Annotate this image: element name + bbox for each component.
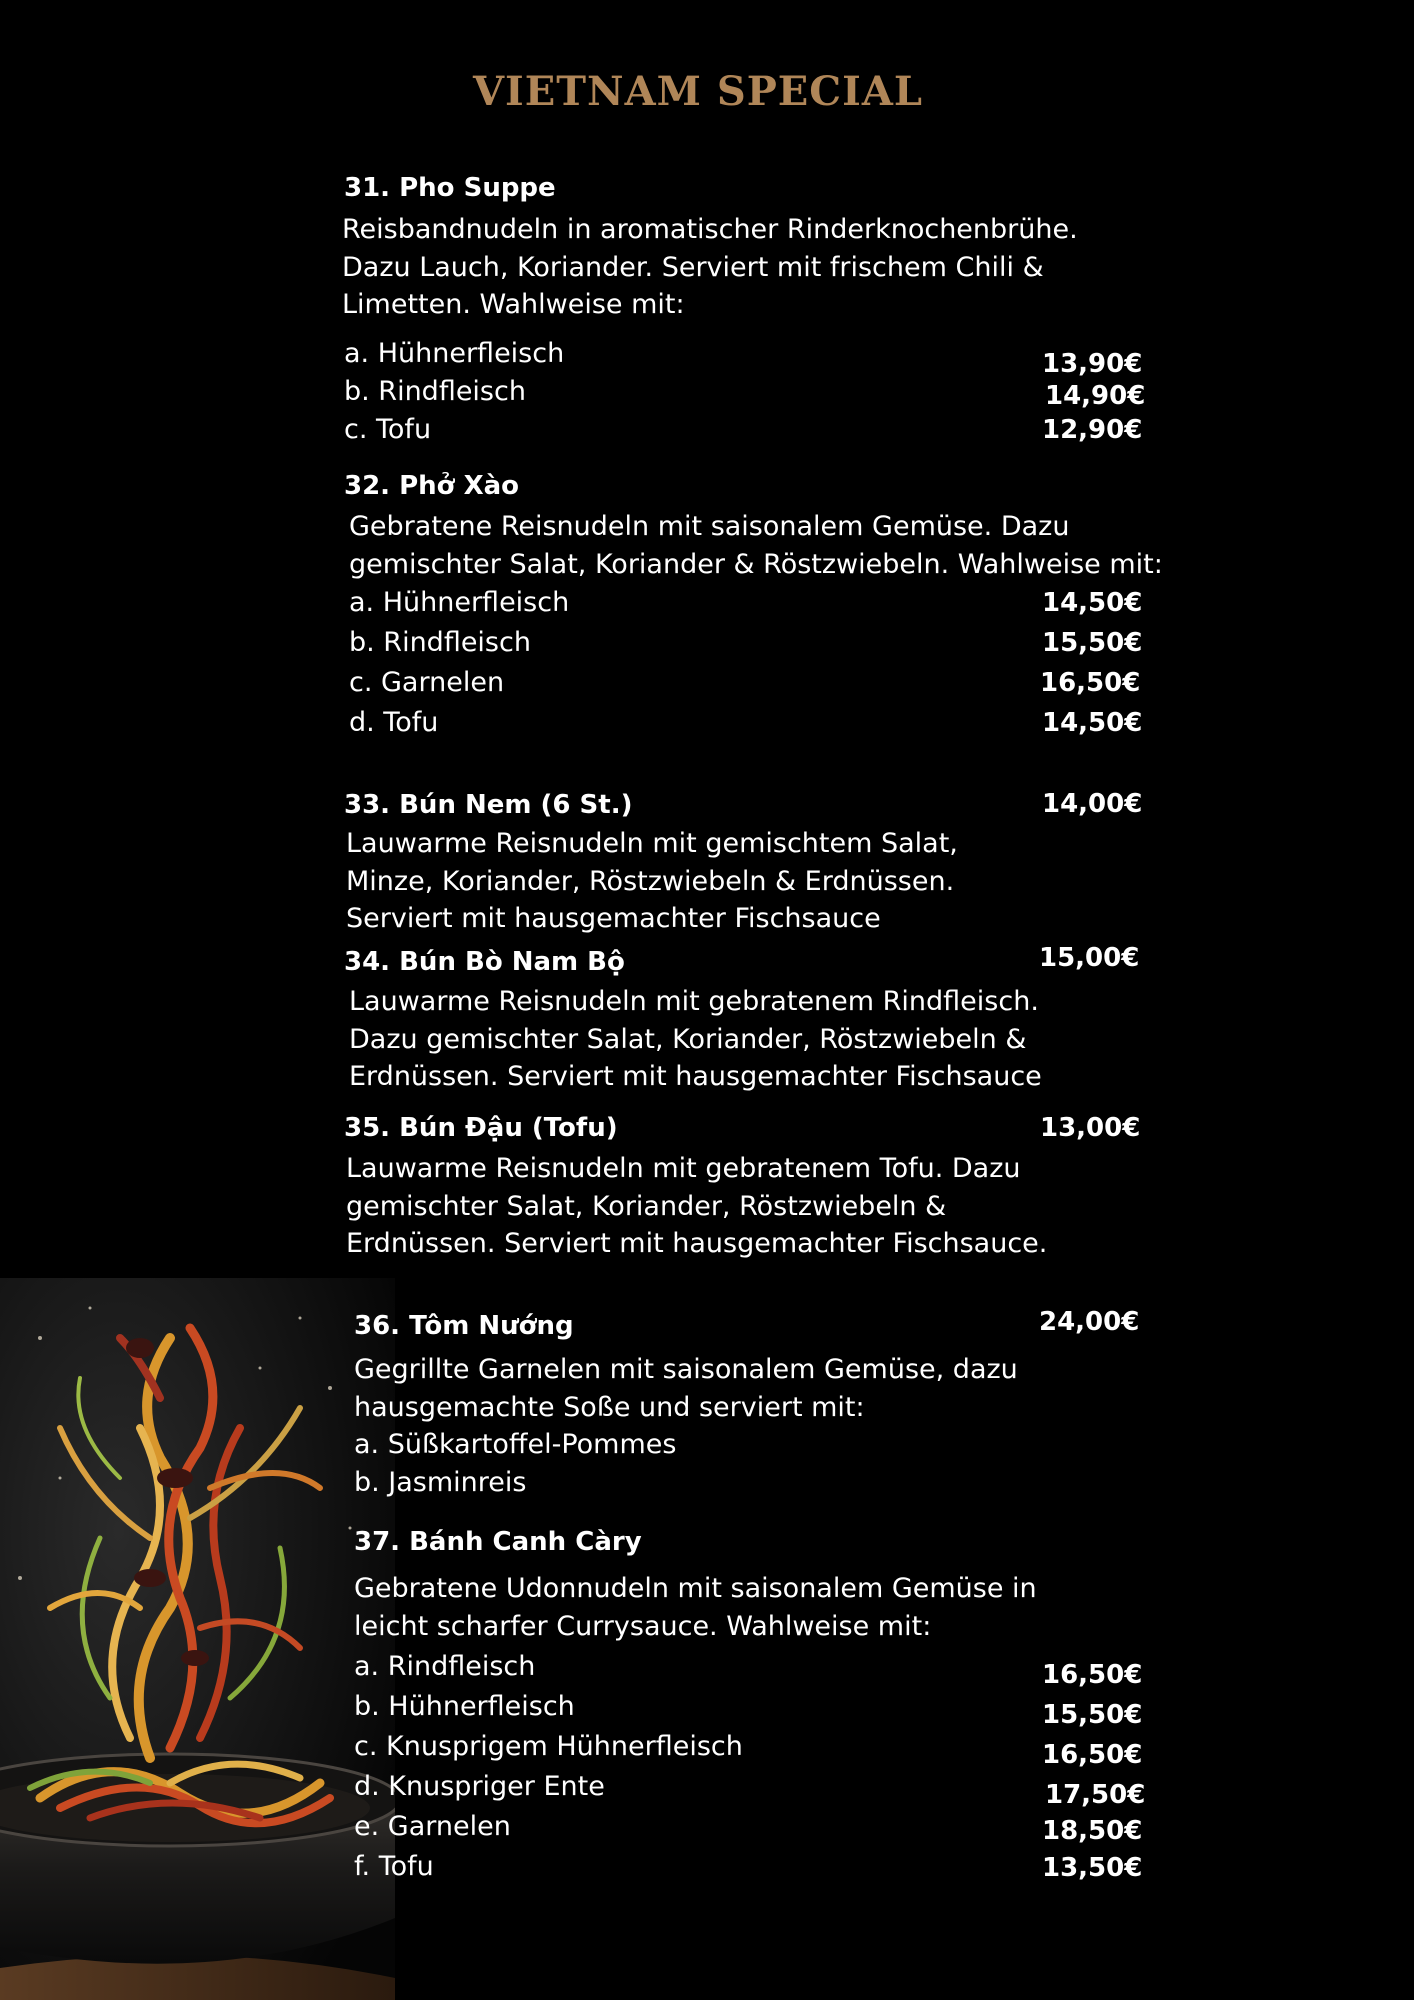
option-label: f. Tofu	[354, 1851, 434, 1882]
item-description: Reisbandnudeln in aromatischer Rinderknochenbrühe. Dazu Lauch, Koriander. Serviert mit frischem Chili & Limetten. Wahlweise mit:	[342, 214, 1078, 320]
menu-title: VIETNAM SPECIAL	[473, 68, 923, 115]
option-price: 14,50€	[1042, 588, 1143, 618]
option-label: c. Garnelen	[349, 667, 505, 698]
option-price: 13,90€	[1042, 349, 1143, 379]
option-label: a. Rindfleisch	[354, 1651, 536, 1682]
option-label: c. Tofu	[344, 414, 432, 445]
option-price: 14,90€	[1045, 381, 1146, 411]
item-price: 13,00€	[1040, 1113, 1141, 1143]
option-price: 17,50€	[1045, 1780, 1146, 1810]
option-price: 16,50€	[1042, 1740, 1143, 1770]
item-description: Gebratene Udonnudeln mit saisonalem Gemüse in leicht scharfer Currysauce. Wahlweise mit:	[354, 1573, 1037, 1642]
option-price: 18,50€	[1042, 1816, 1143, 1846]
option-label: b. Jasminreis	[354, 1467, 527, 1498]
option-price: 12,90€	[1042, 415, 1143, 445]
option-label: e. Garnelen	[354, 1811, 511, 1842]
item-name: 32. Phở Xào	[344, 471, 520, 501]
item-name: 37. Bánh Canh Càry	[354, 1527, 642, 1557]
item-description: Lauwarme Reisnudeln mit gebratenem Tofu. Dazu gemischter Salat, Koriander, Röstzwiebeln & Erdnüssen. Serviert mit hausgemachter Fischsauce.	[346, 1153, 1048, 1259]
item-description: Gebratene Reisnudeln mit saisonalem Gemüse. Dazu gemischter Salat, Koriander & Röstzwiebeln. Wahlweise mit:	[349, 511, 1163, 580]
item-description: Lauwarme Reisnudeln mit gebratenem Rindfleisch. Dazu gemischter Salat, Koriander, Röstzwiebeln & Erdnüssen. Serviert mit hausgemachter Fischsauce	[349, 986, 1042, 1092]
option-label: a. Hühnerfleisch	[349, 587, 570, 618]
option-price: 16,50€	[1042, 1660, 1143, 1690]
item-description: Lauwarme Reisnudeln mit gemischtem Salat, Minze, Koriander, Röstzwiebeln & Erdnüssen. Serviert mit hausgemachter Fischsauce	[346, 828, 958, 934]
food-photo	[0, 1278, 395, 2000]
item-name: 34. Bún Bò Nam Bộ	[344, 947, 625, 977]
option-price: 15,50€	[1042, 628, 1143, 658]
item-price: 15,00€	[1039, 943, 1140, 973]
option-label: b. Rindfleisch	[349, 627, 531, 658]
item-name: 35. Bún Đậu (Tofu)	[344, 1113, 618, 1143]
item-description: Gegrillte Garnelen mit saisonalem Gemüse, dazu hausgemachte Soße und serviert mit:	[354, 1354, 1018, 1423]
option-label: d. Tofu	[349, 707, 439, 738]
option-price: 16,50€	[1040, 668, 1141, 698]
item-name: 31. Pho Suppe	[344, 173, 556, 203]
option-label: a. Süßkartoffel-Pommes	[354, 1429, 677, 1460]
option-label: b. Rindfleisch	[344, 376, 526, 407]
option-label: b. Hühnerfleisch	[354, 1691, 575, 1722]
option-price: 13,50€	[1042, 1853, 1143, 1883]
option-label: c. Knusprigem Hühnerfleisch	[354, 1731, 743, 1762]
item-name: 36. Tôm Nướng	[354, 1311, 574, 1341]
option-label: a. Hühnerfleisch	[344, 338, 565, 369]
item-price: 14,00€	[1042, 789, 1143, 819]
item-price: 24,00€	[1039, 1307, 1140, 1337]
item-name: 33. Bún Nem (6 St.)	[344, 790, 633, 820]
option-price: 14,50€	[1042, 708, 1143, 738]
option-price: 15,50€	[1042, 1700, 1143, 1730]
option-label: d. Knuspriger Ente	[354, 1771, 605, 1802]
